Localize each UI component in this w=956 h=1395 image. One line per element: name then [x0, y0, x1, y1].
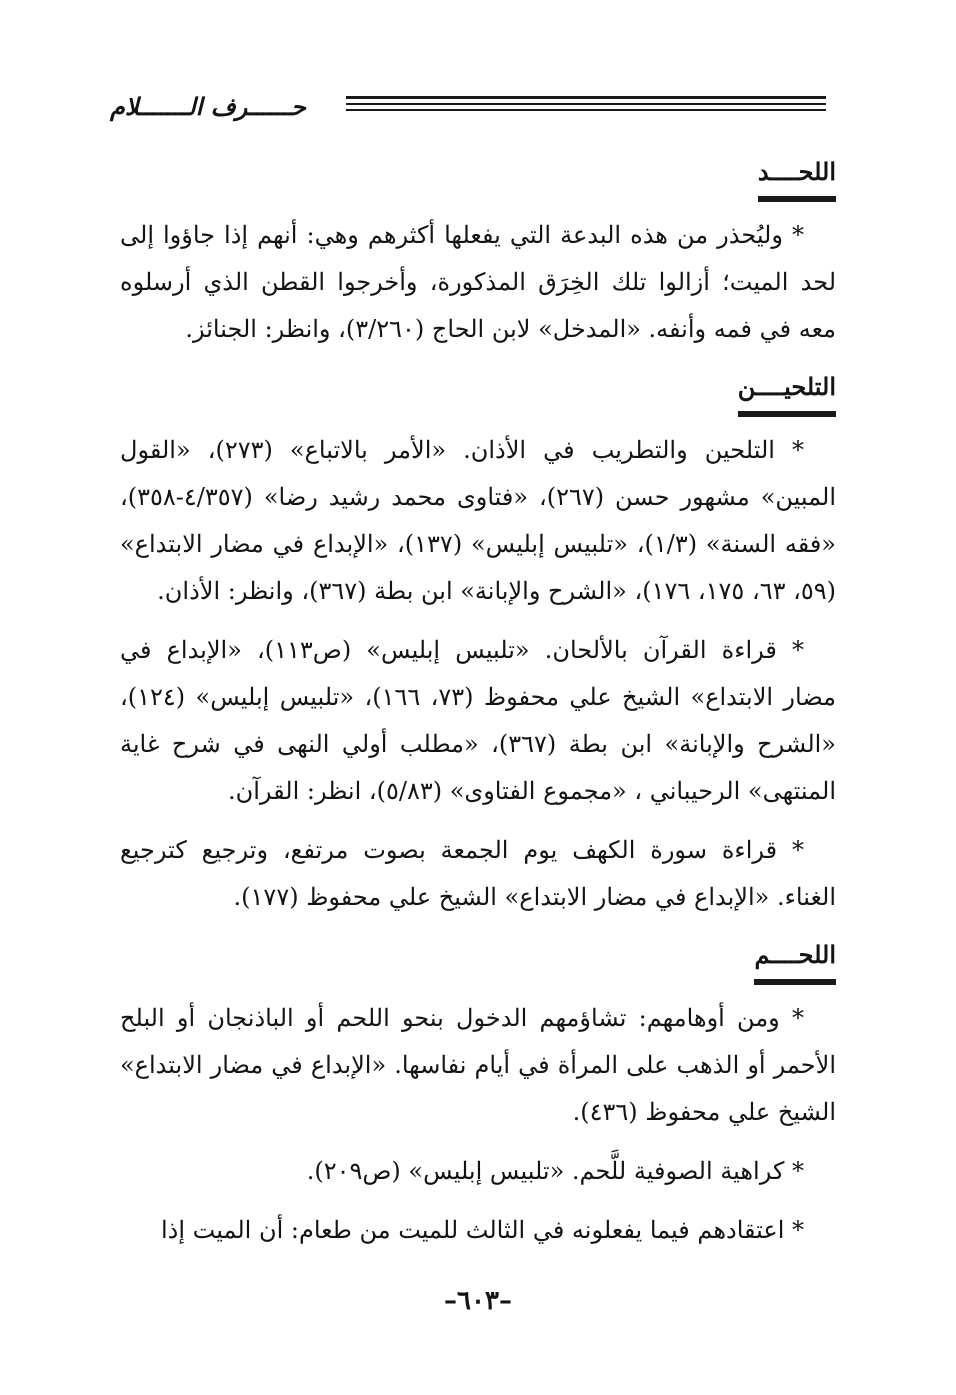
- entry-paragraph: * اعتقادهم فيما يفعلونه في الثالث للميت من طعام: أن الميت إذا: [161, 1216, 804, 1244]
- entry-paragraph: * ومن أوهامهم: تشاؤمهم الدخول بنحو اللحم أو الباذنجان أو البلح الأحمر أو الذهب على المرأة في أيام نفاسها. «الإبداع في مضار الابتداع» الشيخ علي محفوظ (٤٣٦).: [120, 1004, 836, 1126]
- section-heading-text: اللحــــم: [754, 933, 836, 985]
- entry-paragraph: * التلحين والتطريب في الأذان. «الأمر بالاتباع» (٢٧٣)، «القول المبين» مشهور حسن (٢٦٧)، «فتاوى محمد رشيد رضا» (٤/٣٥٧-٣٥٨)، «فقه السنة» (١/٣)، «تلبيس إبليس» (١٣٧)، «الإبداع في مضار الابتداع» (٥٩، ٦٣، ١٧٥، ١٧٦)، «الشرح والإبانة» ابن بطة (٣٦٧)، وانظر: الأذان.: [120, 436, 836, 605]
- section-heading-text: التلحيــــن: [738, 365, 836, 417]
- entry-paragraph: * قراءة القرآن بالألحان. «تلبيس إبليس» (ص١١٣)، «الإبداع في مضار الابتداع» الشيخ علي محفوظ (٧٣، ١٦٦)، «تلبيس إبليس» (١٢٤)، «الشرح والإبانة» ابن بطة (٣٦٧)، «مطلب أولي النهى في شرح غاية المنتهى» الرحيباني ، «مجموع الفتاوى» (٥/٨٣)، انظر: القرآن.: [120, 636, 836, 805]
- entry-paragraph: * قراءة سورة الكهف يوم الجمعة بصوت مرتفع، وترجيع كترجيع الغناء. «الإبداع في مضار الابتداع» الشيخ علي محفوظ (١٧٧).: [120, 836, 836, 911]
- header-rule: [346, 109, 826, 111]
- entry-paragraph: * وليُحذر من هذه البدعة التي يفعلها أكثرهم وهي: أنهم إذا جاؤوا إلى لحد الميت؛ أزالوا تلك الخِرَق المذكورة، وأخرجوا القطن الذي أرسلوه معه في فمه وأنفه. «المدخل» لابن الحاج (٣/٢٦٠)، وانظر: الجنائز.: [120, 221, 836, 343]
- section-heading-lahd: [120, 150, 836, 202]
- page-number: –٦٠٣–: [444, 1286, 512, 1316]
- running-title: حــــــرف الـــــــلام: [110, 92, 306, 121]
- main-content: [120, 150, 836, 1266]
- entry-paragraph: * كراهية الصوفية للَّحم. «تلبيس إبليس» (ص٢٠٩).: [306, 1157, 804, 1185]
- header-rule: [346, 103, 826, 105]
- running-header: [110, 88, 826, 128]
- section-heading-lahm: [120, 933, 836, 985]
- section-heading-talhin: [120, 365, 836, 417]
- section-heading-text: اللحــــد: [758, 150, 836, 202]
- header-rule: [346, 96, 826, 99]
